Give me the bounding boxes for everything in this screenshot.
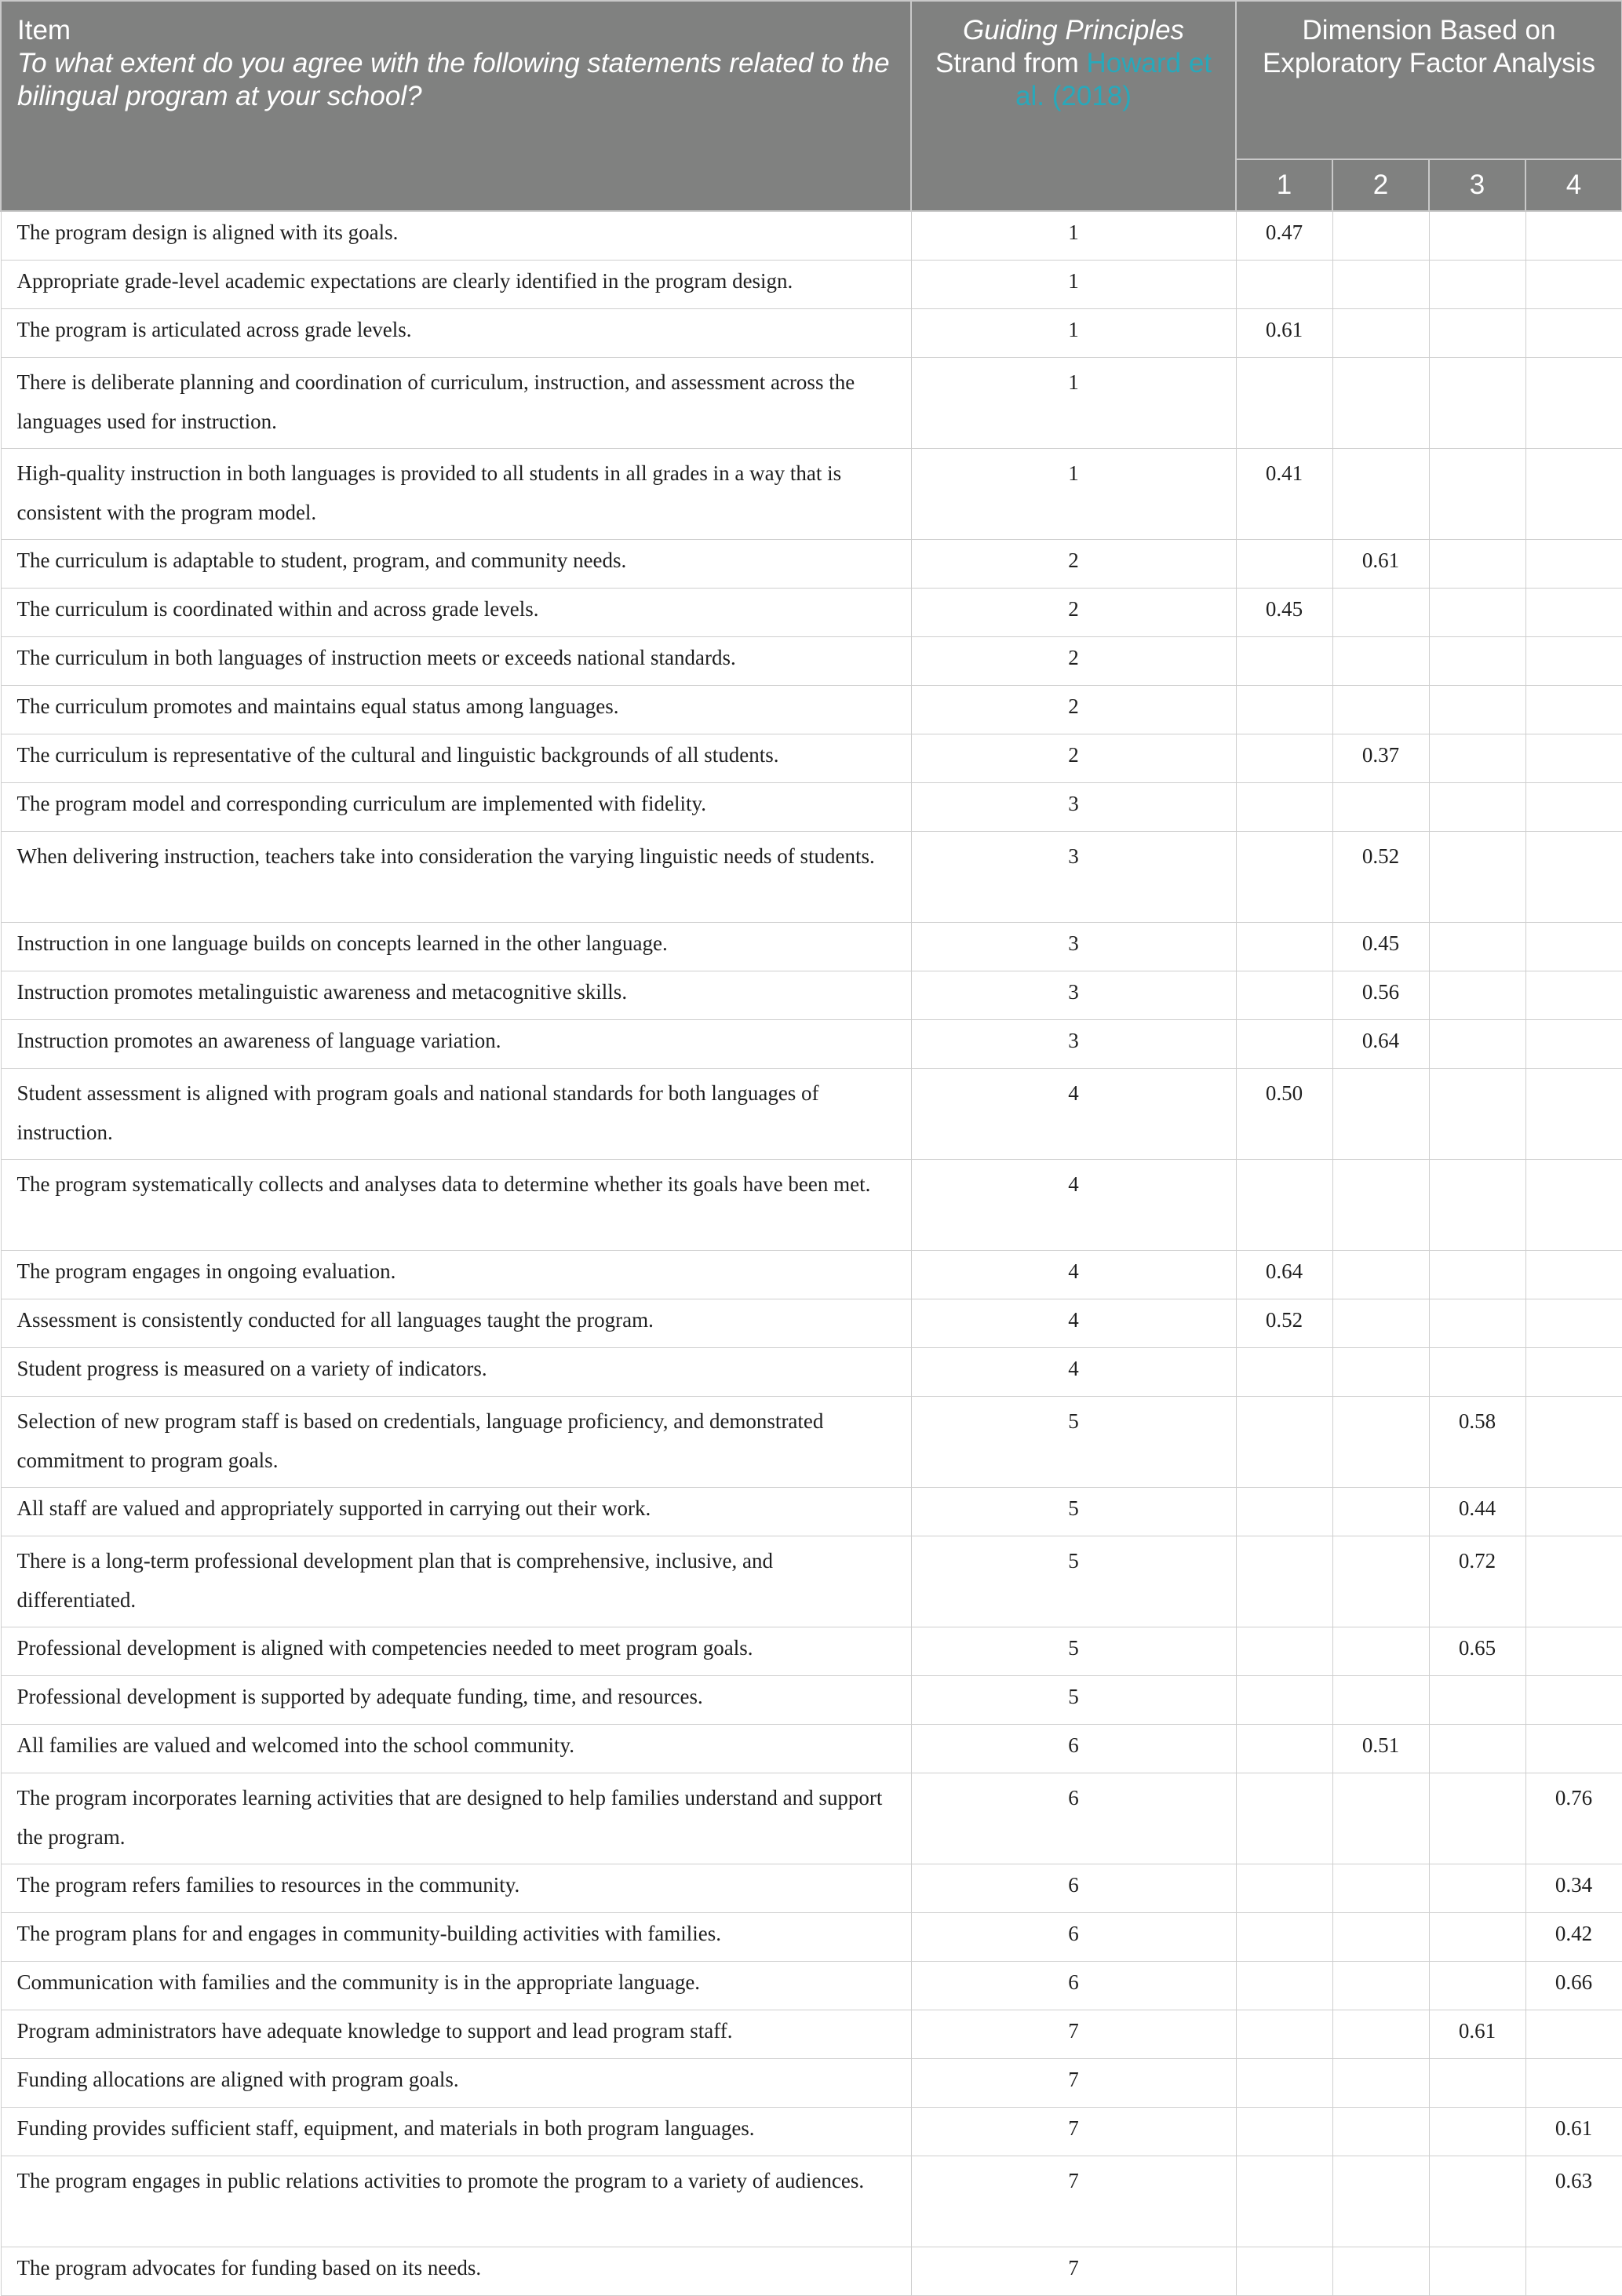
dimension-4-value (1525, 358, 1622, 449)
strand-value: 6 (911, 1773, 1236, 1864)
dimension-2-value (1332, 1773, 1429, 1864)
citation-link[interactable]: Howard et al. (2018) (1015, 48, 1212, 111)
item-text: The program systematically collects and analyses data to determine whether its goals have been met. (1, 1160, 911, 1251)
strand-value: 1 (911, 358, 1236, 449)
table-row (1, 1160, 1622, 1251)
item-column-header (1, 1, 911, 211)
strand-value: 5 (911, 1676, 1236, 1725)
table-row (1, 309, 1622, 358)
dimension-2-header: 2 (1332, 159, 1429, 211)
dimension-2-value (1332, 1160, 1429, 1251)
table-row (1, 1725, 1622, 1773)
item-text: The program design is aligned with its goals. (1, 211, 911, 261)
strand-value: 3 (911, 832, 1236, 923)
dimension-4-value (1525, 686, 1622, 734)
strand-value: 5 (911, 1536, 1236, 1627)
dimension-1-value (1236, 1536, 1332, 1627)
dimension-1-value (1236, 2247, 1332, 2296)
dimension-1-value (1236, 261, 1332, 309)
table-row (1, 2108, 1622, 2156)
dimension-3-value (1429, 637, 1525, 686)
dimension-3-value (1429, 1299, 1525, 1348)
dimension-3-value (1429, 2156, 1525, 2247)
dimension-2-value (1332, 2108, 1429, 2156)
dimension-2-value (1332, 2010, 1429, 2059)
table-row (1, 1020, 1622, 1069)
dimension-4-value (1525, 540, 1622, 589)
strand-value: 3 (911, 971, 1236, 1020)
dimension-3-value (1429, 1864, 1525, 1913)
strand-value: 4 (911, 1069, 1236, 1160)
dimension-2-value (1332, 637, 1429, 686)
table-row (1, 2156, 1622, 2247)
table-row (1, 1676, 1622, 1725)
item-text: The program plans for and engages in community-building activities with families. (1, 1913, 911, 1962)
dimension-1-value (1236, 1020, 1332, 1069)
strand-value: 1 (911, 309, 1236, 358)
strand-value: 3 (911, 1020, 1236, 1069)
strand-value: 4 (911, 1251, 1236, 1299)
dimension-1-value (1236, 783, 1332, 832)
table-row (1, 1488, 1622, 1536)
dimension-2-value (1332, 449, 1429, 540)
table-row (1, 832, 1622, 923)
item-text: All families are valued and welcomed into the school community. (1, 1725, 911, 1773)
dimension-3-value (1429, 1020, 1525, 1069)
item-text: The curriculum is coordinated within and across grade levels. (1, 589, 911, 637)
item-text: The program engages in public relations activities to promote the program to a variety of audiences. (1, 2156, 911, 2247)
dimension-2-value (1332, 1251, 1429, 1299)
item-text: The program model and corresponding curriculum are implemented with fidelity. (1, 783, 911, 832)
strand-prefix: Strand from (935, 48, 1087, 78)
dimension-2-value: 0.37 (1332, 734, 1429, 783)
item-header-title: Item (17, 15, 71, 46)
dimension-4-value (1525, 1069, 1622, 1160)
dimension-2-value (1332, 1676, 1429, 1725)
dimension-3-value (1429, 971, 1525, 1020)
dimension-1-value (1236, 1488, 1332, 1536)
item-text: The program advocates for funding based on its needs. (1, 2247, 911, 2296)
table-row (1, 211, 1622, 261)
table-row (1, 540, 1622, 589)
dimension-1-value: 0.41 (1236, 449, 1332, 540)
dimension-3-value (1429, 2059, 1525, 2108)
item-text: Student progress is measured on a variety of indicators. (1, 1348, 911, 1397)
dimension-1-value (1236, 1864, 1332, 1913)
dimension-4-value (1525, 923, 1622, 971)
dimension-3-value (1429, 1251, 1525, 1299)
item-text: Funding allocations are aligned with program goals. (1, 2059, 911, 2108)
dimension-4-value (1525, 1160, 1622, 1251)
dimension-2-value (1332, 686, 1429, 734)
item-text: When delivering instruction, teachers take into consideration the varying linguistic needs of students. (1, 832, 911, 923)
dimension-4-value (1525, 261, 1622, 309)
item-text: Professional development is supported by adequate funding, time, and resources. (1, 1676, 911, 1725)
item-text: Instruction promotes an awareness of language variation. (1, 1020, 911, 1069)
strand-value: 7 (911, 2156, 1236, 2247)
item-text: All staff are valued and appropriately supported in carrying out their work. (1, 1488, 911, 1536)
dimension-3-value (1429, 783, 1525, 832)
dimension-3-value (1429, 449, 1525, 540)
table-row (1, 1864, 1622, 1913)
table-row (1, 1536, 1622, 1627)
dimension-2-value (1332, 1348, 1429, 1397)
dimension-1-value (1236, 2156, 1332, 2247)
table-row (1, 589, 1622, 637)
header-row (1, 1, 1622, 159)
dimension-4-value (1525, 449, 1622, 540)
dimension-3-value (1429, 1069, 1525, 1160)
table-row (1, 783, 1622, 832)
dimension-4-value (1525, 1725, 1622, 1773)
dimension-4-value (1525, 1020, 1622, 1069)
guiding-principles-title: Guiding Principles (962, 15, 1185, 46)
strand-value: 7 (911, 2108, 1236, 2156)
item-text: Program administrators have adequate knowledge to support and lead program staff. (1, 2010, 911, 2059)
dimension-3-value: 0.65 (1429, 1627, 1525, 1676)
strand-value: 1 (911, 261, 1236, 309)
table-row (1, 686, 1622, 734)
strand-value: 3 (911, 923, 1236, 971)
dimension-3-value (1429, 2247, 1525, 2296)
dimension-1-value (1236, 2059, 1332, 2108)
table-body (1, 211, 1622, 2296)
dimension-3-value (1429, 211, 1525, 261)
dimension-1-value (1236, 1160, 1332, 1251)
table-header (1, 1, 1622, 211)
strand-value: 2 (911, 734, 1236, 783)
dimension-2-value (1332, 589, 1429, 637)
dimension-3-value (1429, 309, 1525, 358)
table-row (1, 923, 1622, 971)
dimension-4-value: 0.42 (1525, 1913, 1622, 1962)
dimension-4-value (1525, 1251, 1622, 1299)
dimension-2-value: 0.56 (1332, 971, 1429, 1020)
item-text: Selection of new program staff is based on credentials, language proficiency, and demonstrated commitment to program goals. (1, 1397, 911, 1488)
table-row (1, 1962, 1622, 2010)
dimension-1-value: 0.47 (1236, 211, 1332, 261)
dimension-3-header: 3 (1429, 159, 1525, 211)
strand-value: 5 (911, 1627, 1236, 1676)
dimension-2-value (1332, 1488, 1429, 1536)
dimension-2-value: 0.52 (1332, 832, 1429, 923)
item-text: There is a long-term professional development plan that is comprehensive, inclusive, and differentiated. (1, 1536, 911, 1627)
dimension-2-value (1332, 2247, 1429, 2296)
item-header-question: To what extent do you agree with the following statements related to the bilingual program at your school? (17, 48, 890, 111)
strand-value: 5 (911, 1397, 1236, 1488)
table-row (1, 449, 1622, 540)
dimension-3-value (1429, 832, 1525, 923)
dimension-1-value (1236, 540, 1332, 589)
table-row (1, 1773, 1622, 1864)
dimension-1-value: 0.64 (1236, 1251, 1332, 1299)
strand-value: 6 (911, 1913, 1236, 1962)
table-row (1, 1251, 1622, 1299)
dimension-2-value (1332, 1864, 1429, 1913)
strand-value: 3 (911, 783, 1236, 832)
strand-value: 4 (911, 1348, 1236, 1397)
dimension-1-header: 1 (1236, 159, 1332, 211)
dimension-3-value (1429, 2108, 1525, 2156)
dimension-1-value (1236, 1627, 1332, 1676)
item-text: Instruction in one language builds on concepts learned in the other language. (1, 923, 911, 971)
dimension-4-value: 0.63 (1525, 2156, 1622, 2247)
dimension-3-value (1429, 1913, 1525, 1962)
strand-value: 2 (911, 589, 1236, 637)
dimension-2-value (1332, 211, 1429, 261)
dimension-2-value (1332, 1397, 1429, 1488)
item-text: The program is articulated across grade levels. (1, 309, 911, 358)
table-row (1, 1627, 1622, 1676)
item-text: There is deliberate planning and coordination of curriculum, instruction, and assessment across the languages used for instruction. (1, 358, 911, 449)
dimension-4-value (1525, 1348, 1622, 1397)
dimension-2-value (1332, 1627, 1429, 1676)
dimension-3-value (1429, 261, 1525, 309)
strand-value: 2 (911, 686, 1236, 734)
dimension-2-value: 0.64 (1332, 1020, 1429, 1069)
dimension-2-value (1332, 2059, 1429, 2108)
dimension-4-value: 0.34 (1525, 1864, 1622, 1913)
dimension-column-header: Dimension Based on Exploratory Factor Analysis (1236, 1, 1622, 159)
dimension-4-value: 0.76 (1525, 1773, 1622, 1864)
dimension-1-value (1236, 734, 1332, 783)
strand-value: 1 (911, 449, 1236, 540)
dimension-3-value: 0.44 (1429, 1488, 1525, 1536)
dimension-4-value (1525, 309, 1622, 358)
dimension-1-value (1236, 2108, 1332, 2156)
dimension-1-value (1236, 923, 1332, 971)
strand-value: 4 (911, 1160, 1236, 1251)
strand-value: 6 (911, 1962, 1236, 2010)
table-row (1, 1069, 1622, 1160)
dimension-3-value (1429, 1160, 1525, 1251)
strand-value: 7 (911, 2247, 1236, 2296)
dimension-1-value (1236, 1676, 1332, 1725)
dimension-1-value (1236, 1913, 1332, 1962)
guiding-principles-column-header (911, 1, 1236, 211)
dimension-3-value (1429, 686, 1525, 734)
table-row (1, 1348, 1622, 1397)
dimension-1-value (1236, 686, 1332, 734)
table-row (1, 1299, 1622, 1348)
dimension-2-value (1332, 1299, 1429, 1348)
dimension-4-value (1525, 589, 1622, 637)
dimension-4-value (1525, 2247, 1622, 2296)
dimension-2-value (1332, 1536, 1429, 1627)
item-text: The curriculum is representative of the cultural and linguistic backgrounds of all students. (1, 734, 911, 783)
dimension-3-value: 0.61 (1429, 2010, 1525, 2059)
dimension-1-value (1236, 832, 1332, 923)
dimension-3-value (1429, 1725, 1525, 1773)
table-row (1, 2247, 1622, 2296)
dimension-2-value: 0.45 (1332, 923, 1429, 971)
dimension-1-value: 0.52 (1236, 1299, 1332, 1348)
item-text: The curriculum is adaptable to student, program, and community needs. (1, 540, 911, 589)
item-text: Funding provides sufficient staff, equipment, and materials in both program languages. (1, 2108, 911, 2156)
dimension-2-value (1332, 358, 1429, 449)
dimension-4-value (1525, 1627, 1622, 1676)
dimension-4-value (1525, 211, 1622, 261)
dimension-4-value (1525, 832, 1622, 923)
dimension-1-value (1236, 1397, 1332, 1488)
dimension-4-value (1525, 1488, 1622, 1536)
dimension-1-value (1236, 2010, 1332, 2059)
dimension-4-value (1525, 2059, 1622, 2108)
strand-value: 5 (911, 1488, 1236, 1536)
dimension-3-value (1429, 589, 1525, 637)
dimension-4-value (1525, 734, 1622, 783)
item-text: The program refers families to resources in the community. (1, 1864, 911, 1913)
strand-value: 4 (911, 1299, 1236, 1348)
table-row (1, 261, 1622, 309)
strand-value: 1 (911, 211, 1236, 261)
dimension-4-value: 0.61 (1525, 2108, 1622, 2156)
dimension-1-value (1236, 1773, 1332, 1864)
strand-value: 6 (911, 1725, 1236, 1773)
dimension-1-value: 0.45 (1236, 589, 1332, 637)
strand-value: 7 (911, 2010, 1236, 2059)
dimension-4-value (1525, 2010, 1622, 2059)
dimension-2-value (1332, 2156, 1429, 2247)
dimension-4-value (1525, 1676, 1622, 1725)
dimension-3-value: 0.72 (1429, 1536, 1525, 1627)
dimension-3-value (1429, 1962, 1525, 2010)
dimension-1-value: 0.50 (1236, 1069, 1332, 1160)
dimension-2-value (1332, 1069, 1429, 1160)
dimension-1-value: 0.61 (1236, 309, 1332, 358)
table-row (1, 637, 1622, 686)
dimension-3-value (1429, 1348, 1525, 1397)
dimension-3-value (1429, 1773, 1525, 1864)
item-text: The curriculum in both languages of instruction meets or exceeds national standards. (1, 637, 911, 686)
dimension-2-value (1332, 1962, 1429, 2010)
dimension-2-value (1332, 1913, 1429, 1962)
dimension-3-value (1429, 540, 1525, 589)
item-text: Professional development is aligned with competencies needed to meet program goals. (1, 1627, 911, 1676)
dimension-4-value (1525, 1397, 1622, 1488)
dimension-2-value: 0.51 (1332, 1725, 1429, 1773)
strand-value: 6 (911, 1864, 1236, 1913)
dimension-2-value (1332, 309, 1429, 358)
item-text: Instruction promotes metalinguistic awareness and metacognitive skills. (1, 971, 911, 1020)
strand-value: 2 (911, 637, 1236, 686)
item-text: High-quality instruction in both languages is provided to all students in all grades in a way that is consistent with the program model. (1, 449, 911, 540)
table-row (1, 1397, 1622, 1488)
table-row (1, 734, 1622, 783)
item-text: Appropriate grade-level academic expectations are clearly identified in the program design. (1, 261, 911, 309)
item-text: The program engages in ongoing evaluation. (1, 1251, 911, 1299)
item-text: The curriculum promotes and maintains equal status among languages. (1, 686, 911, 734)
table-row (1, 971, 1622, 1020)
dimension-1-value (1236, 637, 1332, 686)
strand-value: 2 (911, 540, 1236, 589)
dimension-2-value (1332, 261, 1429, 309)
dimension-2-value (1332, 783, 1429, 832)
dimension-1-value (1236, 1348, 1332, 1397)
item-text: Student assessment is aligned with program goals and national standards for both languages of instruction. (1, 1069, 911, 1160)
dimension-4-value (1525, 783, 1622, 832)
dimension-4-value (1525, 971, 1622, 1020)
dimension-3-value: 0.58 (1429, 1397, 1525, 1488)
dimension-2-value: 0.61 (1332, 540, 1429, 589)
table-row (1, 2010, 1622, 2059)
dimension-4-header: 4 (1525, 159, 1622, 211)
dimension-1-value (1236, 358, 1332, 449)
dimension-3-value (1429, 358, 1525, 449)
table-row (1, 1913, 1622, 1962)
dimension-4-value (1525, 637, 1622, 686)
dimension-4-value: 0.66 (1525, 1962, 1622, 2010)
item-text: Assessment is consistently conducted for all languages taught the program. (1, 1299, 911, 1348)
dimension-3-value (1429, 1676, 1525, 1725)
dimension-3-value (1429, 734, 1525, 783)
dimension-4-value (1525, 1536, 1622, 1627)
item-text: Communication with families and the community is in the appropriate language. (1, 1962, 911, 2010)
table-row (1, 358, 1622, 449)
dimension-3-value (1429, 923, 1525, 971)
dimension-1-value (1236, 971, 1332, 1020)
table-row (1, 2059, 1622, 2108)
dimension-4-value (1525, 1299, 1622, 1348)
strand-value: 7 (911, 2059, 1236, 2108)
dimension-1-value (1236, 1962, 1332, 2010)
dimension-1-value (1236, 1725, 1332, 1773)
item-text: The program incorporates learning activities that are designed to help families understand and support the program. (1, 1773, 911, 1864)
